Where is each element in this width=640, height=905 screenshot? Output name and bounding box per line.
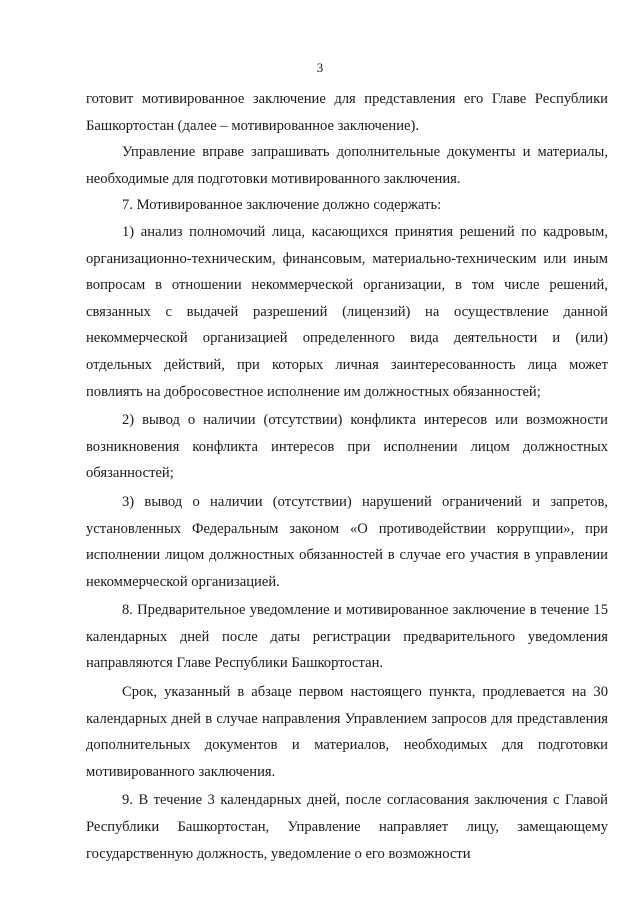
- paragraph-item-8: 8. Предварительное уведомление и мотивированное заключение в течение 15 календарных дней после даты регистрации предварительного уведомления направляются Главе Республики Башкортостан.: [86, 602, 608, 672]
- paragraph-request-documents: Управление вправе запрашивать дополнительные документы и материалы, необходимые для подготовки мотивированного заключения.: [86, 144, 608, 187]
- paragraph-subitem-2: 2) вывод о наличии (отсутствии) конфликта интересов или возможности возникновения конфликта интересов при исполнении лицом должностных обязанностей;: [86, 412, 608, 482]
- page-number: 3: [316, 60, 324, 75]
- paragraph-item-7: 7. Мотивированное заключение должно содержать:: [122, 197, 442, 214]
- paragraph-item-9: 9. В течение 3 календарных дней, после согласования заключения с Главой Республики Башкортостан, Управление направляет лицу, замещающему государственную должность, уведомление о его возможности: [86, 792, 608, 862]
- paragraph-subitem-3: 3) вывод о наличии (отсутствии) нарушений ограничений и запретов, установленных Федеральным законом «О противодействии коррупции», при исполнении лицом должностных обязанностей в случае его участия в управлении некоммерческой организацией.: [86, 493, 608, 590]
- paragraph-continuation: готовит мотивированное заключение для представления его Главе Республики Башкортостан (далее – мотивированное заключение).: [86, 91, 608, 134]
- paragraph-subitem-1: 1) анализ полномочий лица, касающихся принятия решений по кадровым, организационно-техническим, финансовым, материально-техническим или иным вопросам в отношении некоммерческой организации, в том числе решений, связанных с выдачей разрешений (лицензий) на осуществление данной некоммерческой организацией определенного вида деятельности и (или) отдельных действий, при которых личная заинтересованность лица может повлиять на добросовестное исполнение им должностных обязанностей;: [86, 223, 608, 400]
- document-body: [86, 86, 608, 867]
- paragraph-term-extension: Срок, указанный в абзаце первом настоящего пункта, продлевается на 30 календарных дней в случае направления Управлением запросов для представления дополнительных документов и материалов, необходимых для подготовки мотивированного заключения.: [86, 684, 608, 780]
